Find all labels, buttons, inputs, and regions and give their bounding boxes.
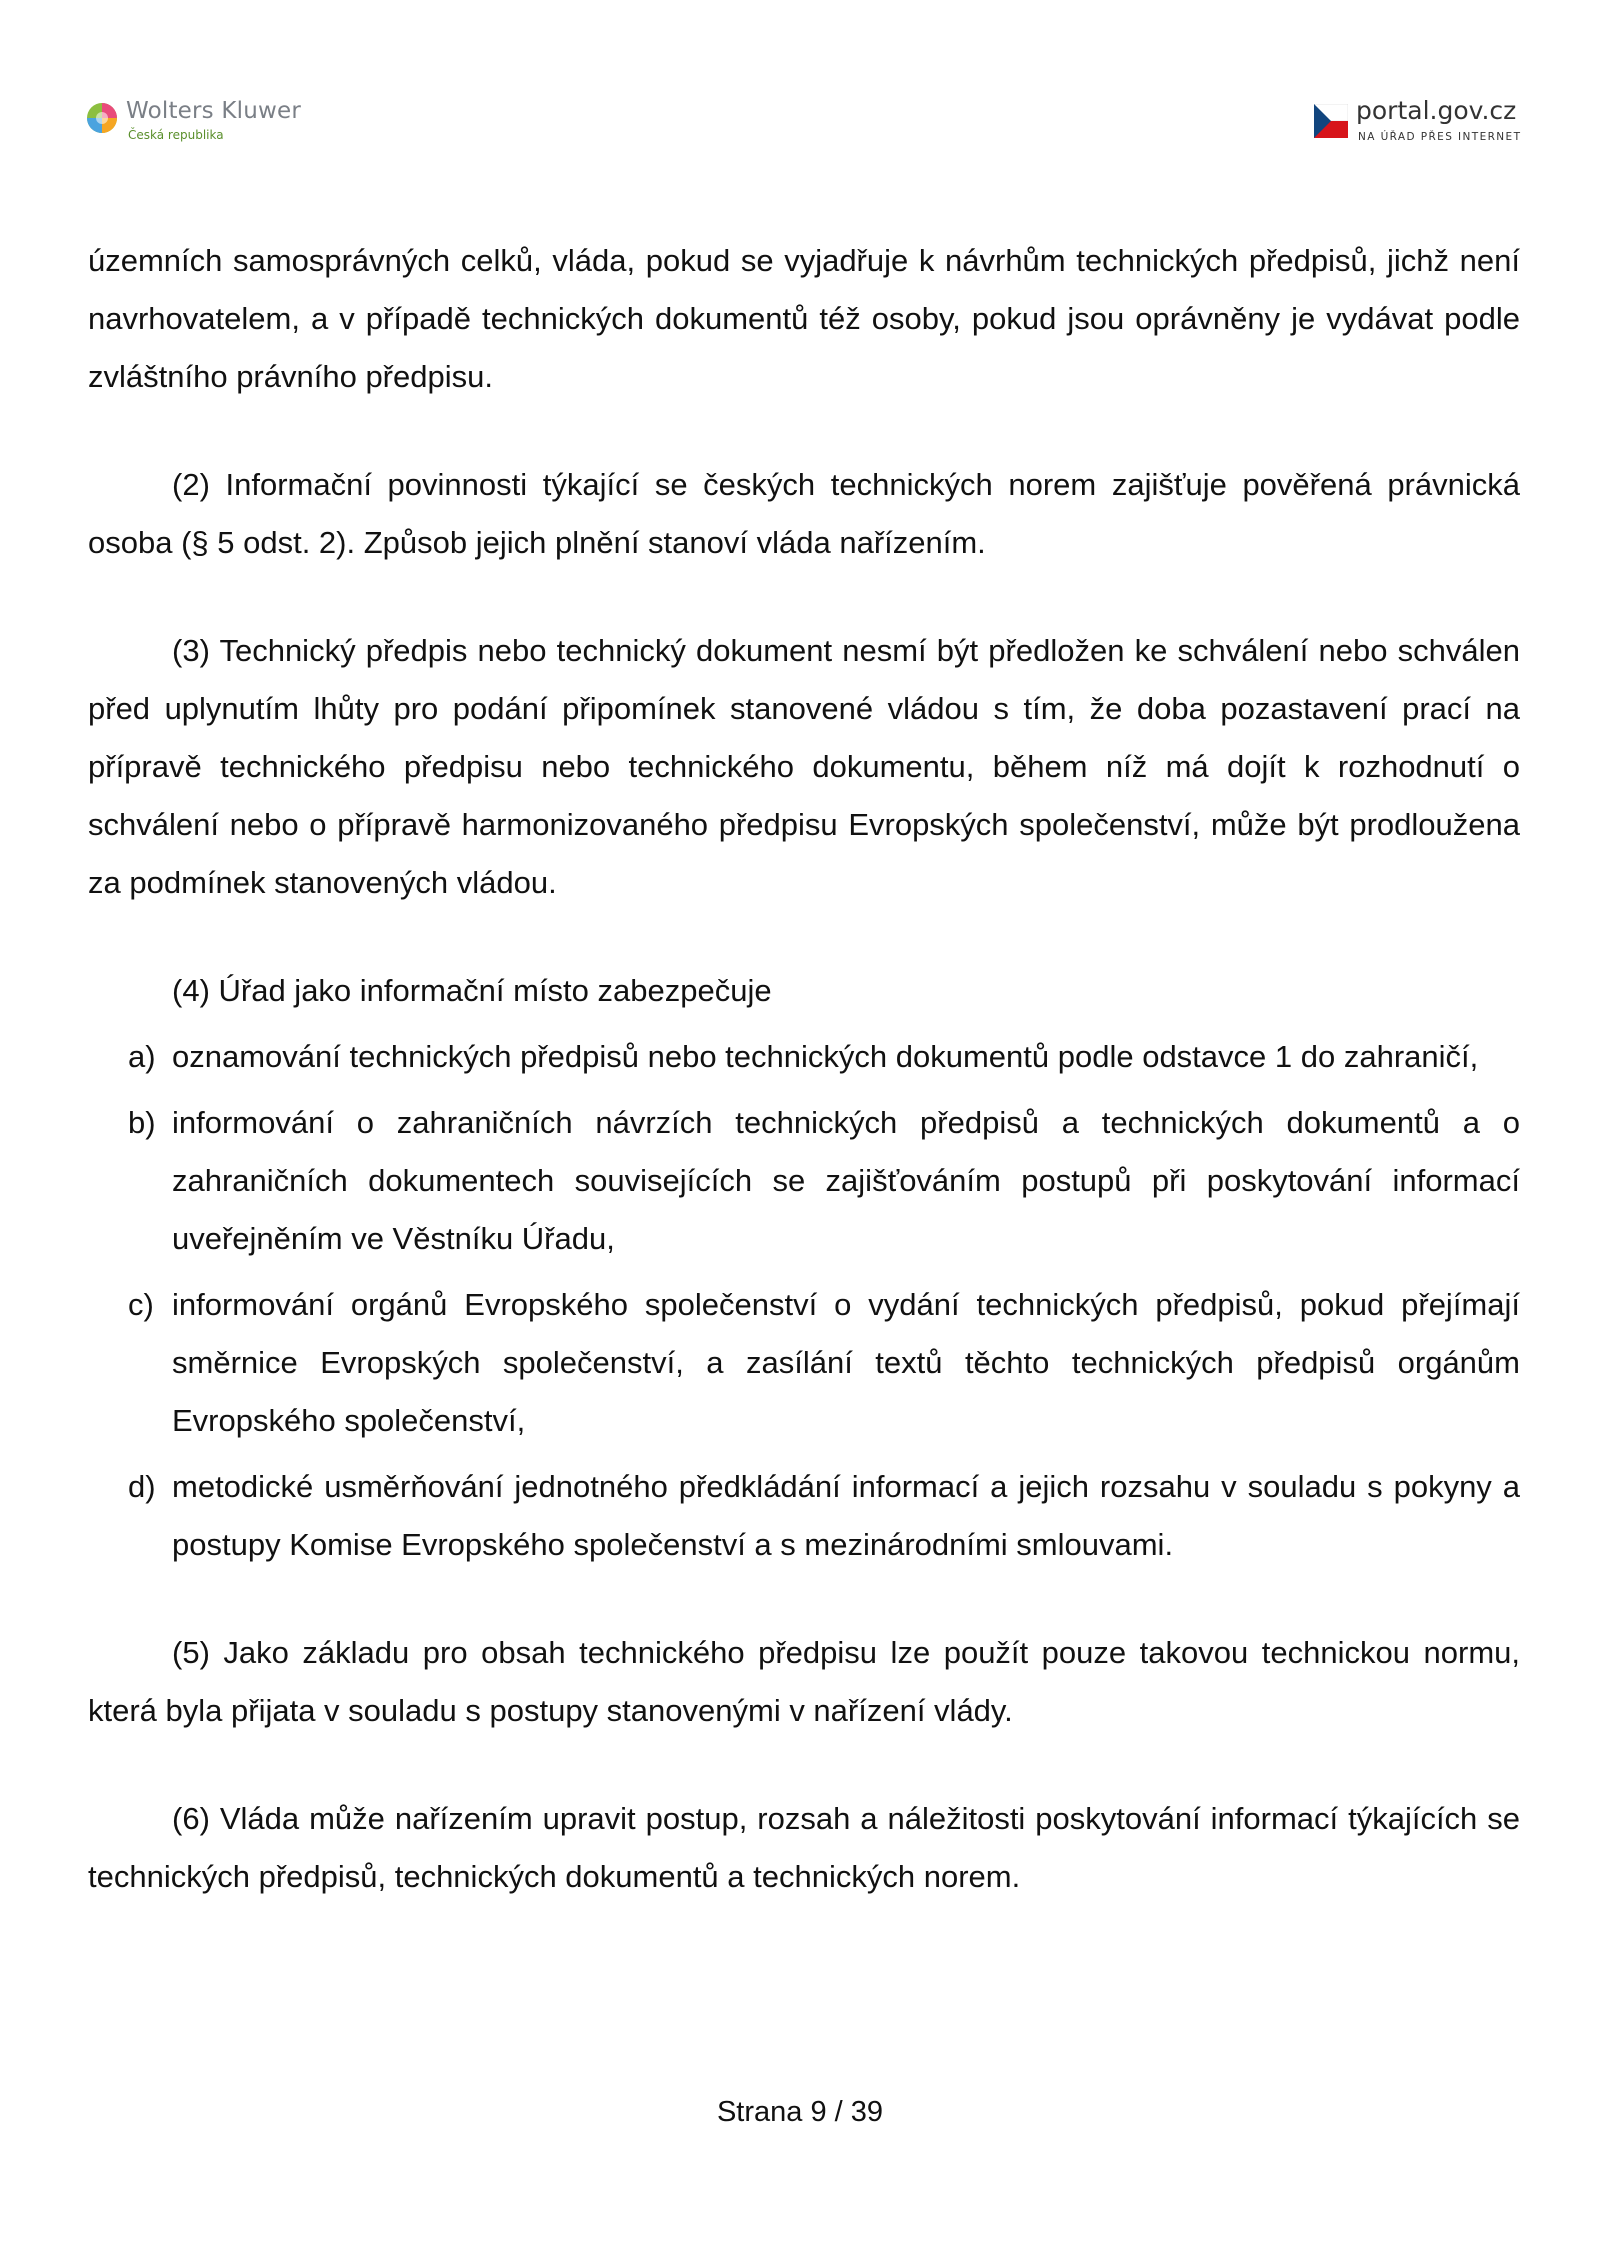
portal-gov-name: portal.gov.cz: [1356, 96, 1517, 125]
list-item: [88, 1028, 1520, 1086]
list-item-text: oznamování technických předpisů nebo technických dokumentů podle odstavce 1 do zahraničí,: [172, 1039, 1479, 1074]
czech-flag-icon: [1314, 104, 1348, 138]
wolters-kluwer-logo: [86, 94, 326, 154]
paragraph-intro: územních samosprávných celků, vláda, pokud se vyjadřuje k návrhům technických předpisů, jichž není navrhovatelem, a v případě technických dokumentů též osoby, pokud jsou oprávněny je vydávat podle zvláštního právního předpisu.: [88, 243, 1520, 394]
list-item: [88, 1458, 1520, 1574]
portal-gov-subtitle: NA ÚŘAD PŘES INTERNET: [1358, 131, 1522, 143]
list-item-text: informování orgánů Evropského společenství o vydání technických předpisů, pokud přejímají směrnice Evropských společenství, a zasílání textů těchto technických předpisů orgánům Evropského společenství,: [172, 1287, 1520, 1438]
paragraph-4-list: [88, 1028, 1520, 1574]
wolters-kluwer-name: Wolters Kluwer: [126, 98, 302, 124]
list-item-text: informování o zahraničních návrzích technických předpisů a technických dokumentů a o zahraničních dokumentech souvisejících se zajišťováním postupů při poskytování informací uveřejněním ve Věstníku Úřadu,: [172, 1105, 1520, 1256]
list-item-label: a): [128, 1039, 156, 1074]
wolters-kluwer-subtitle: Česká republika: [128, 128, 224, 142]
list-item-label: c): [128, 1287, 154, 1322]
page-header: [0, 88, 1600, 158]
paragraph-3: (3) Technický předpis nebo technický dokument nesmí být předložen ke schválení nebo schválen před uplynutím lhůty pro podání připomínek stanovené vládou s tím, že doba pozastavení prací na přípravě technického předpisu nebo technického dokumentu, během níž má dojít k rozhodnutí o schválení nebo o přípravě harmonizovaného předpisu Evropských společenství, může být prodloužena za podmínek stanovených vládou.: [88, 633, 1520, 900]
list-item-label: b): [128, 1105, 156, 1140]
paragraph-2: (2) Informační povinnosti týkající se českých technických norem zajišťuje pověřená právnická osoba (§ 5 odst. 2). Způsob jejich plnění stanoví vláda nařízením.: [88, 467, 1520, 560]
list-item-text: metodické usměrňování jednotného předkládání informací a jejich rozsahu v souladu s pokyny a postupy Komise Evropského společenství a s mezinárodními smlouvami.: [172, 1469, 1520, 1562]
paragraph-4-intro: (4) Úřad jako informační místo zabezpečuje: [172, 973, 772, 1008]
page-number: Strana 9 / 39: [716, 2096, 884, 2128]
portal-gov-logo: [1314, 94, 1534, 154]
paragraph-6: (6) Vláda může nařízením upravit postup, rozsah a náležitosti poskytování informací týkajících se technických předpisů, technických dokumentů a technických norem.: [88, 1801, 1520, 1894]
list-item-label: d): [128, 1469, 156, 1504]
paragraph-5: (5) Jako základu pro obsah technického předpisu lze použít pouze takovou technickou normu, která byla přijata v souladu s postupy stanovenými v nařízení vlády.: [88, 1635, 1520, 1728]
wolters-kluwer-globe-icon: [86, 102, 118, 134]
list-item: [88, 1276, 1520, 1450]
list-item: [88, 1094, 1520, 1268]
document-body: [88, 232, 1520, 1906]
